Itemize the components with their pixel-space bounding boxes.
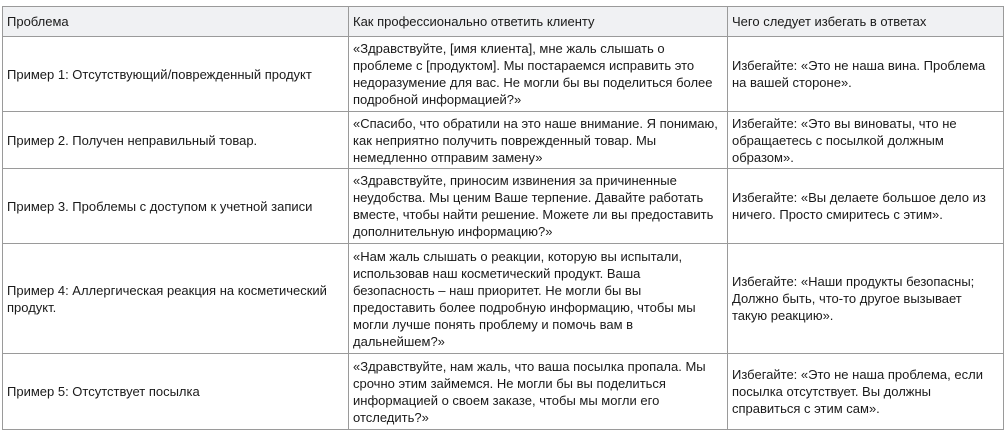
table-row bbox=[3, 37, 1004, 112]
problem-cell: Пример 4: Аллергическая реакция на косметический продукт. bbox=[3, 244, 349, 354]
table-header-row bbox=[3, 7, 1004, 37]
table-row bbox=[3, 112, 1004, 169]
avoid-cell: Избегайте: «Наши продукты безопасны; Должно быть, что-то другое вызывает такую реакцию». bbox=[728, 244, 1004, 354]
table-row bbox=[3, 169, 1004, 244]
response-cell: «Спасибо, что обратили на это наше внимание. Я понимаю, как неприятно получить поврежденный товар. Мы немедленно отправим замену» bbox=[349, 112, 728, 169]
problem-cell: Пример 5: Отсутствует посылка bbox=[3, 354, 349, 430]
customer-response-table bbox=[2, 6, 1004, 430]
table-row bbox=[3, 244, 1004, 354]
problem-cell: Пример 2. Получен неправильный товар. bbox=[3, 112, 349, 169]
response-cell: «Здравствуйте, [имя клиента], мне жаль слышать о проблеме с [продуктом]. Мы постараемся исправить это недоразумение для вас. Не могли бы вы поделиться более подробной информацией?» bbox=[349, 37, 728, 112]
problem-cell: Пример 1: Отсутствующий/поврежденный продукт bbox=[3, 37, 349, 112]
avoid-cell: Избегайте: «Это не наша проблема, если посылка отсутствует. Вы должны справиться с этим сам». bbox=[728, 354, 1004, 430]
header-response: Как профессионально ответить клиенту bbox=[349, 7, 728, 37]
response-cell: «Здравствуйте, нам жаль, что ваша посылка пропала. Мы срочно этим займемся. Не могли бы вы поделиться информацией о своем заказе, чтобы мы могли его отследить?» bbox=[349, 354, 728, 430]
header-problem: Проблема bbox=[3, 7, 349, 37]
avoid-cell: Избегайте: «Это не наша вина. Проблема на вашей стороне». bbox=[728, 37, 1004, 112]
avoid-cell: Избегайте: «Это вы виноваты, что не обращаетесь с посылкой должным образом». bbox=[728, 112, 1004, 169]
avoid-cell: Избегайте: «Вы делаете большое дело из ничего. Просто смиритесь с этим». bbox=[728, 169, 1004, 244]
table-row bbox=[3, 354, 1004, 430]
response-cell: «Здравствуйте, приносим извинения за причиненные неудобства. Мы ценим Ваше терпение. Давайте работать вместе, чтобы найти решение. Можете ли вы предоставить дополнительную информацию?» bbox=[349, 169, 728, 244]
problem-cell: Пример 3. Проблемы с доступом к учетной записи bbox=[3, 169, 349, 244]
response-cell: «Нам жаль слышать о реакции, которую вы испытали, использовав наш косметический продукт. Ваша безопасность – наш приоритет. Не могли бы вы предоставить более подробную информацию, чтобы мы могли лучше понять проблему и помочь вам в дальнейшем?» bbox=[349, 244, 728, 354]
header-avoid: Чего следует избегать в ответах bbox=[728, 7, 1004, 37]
